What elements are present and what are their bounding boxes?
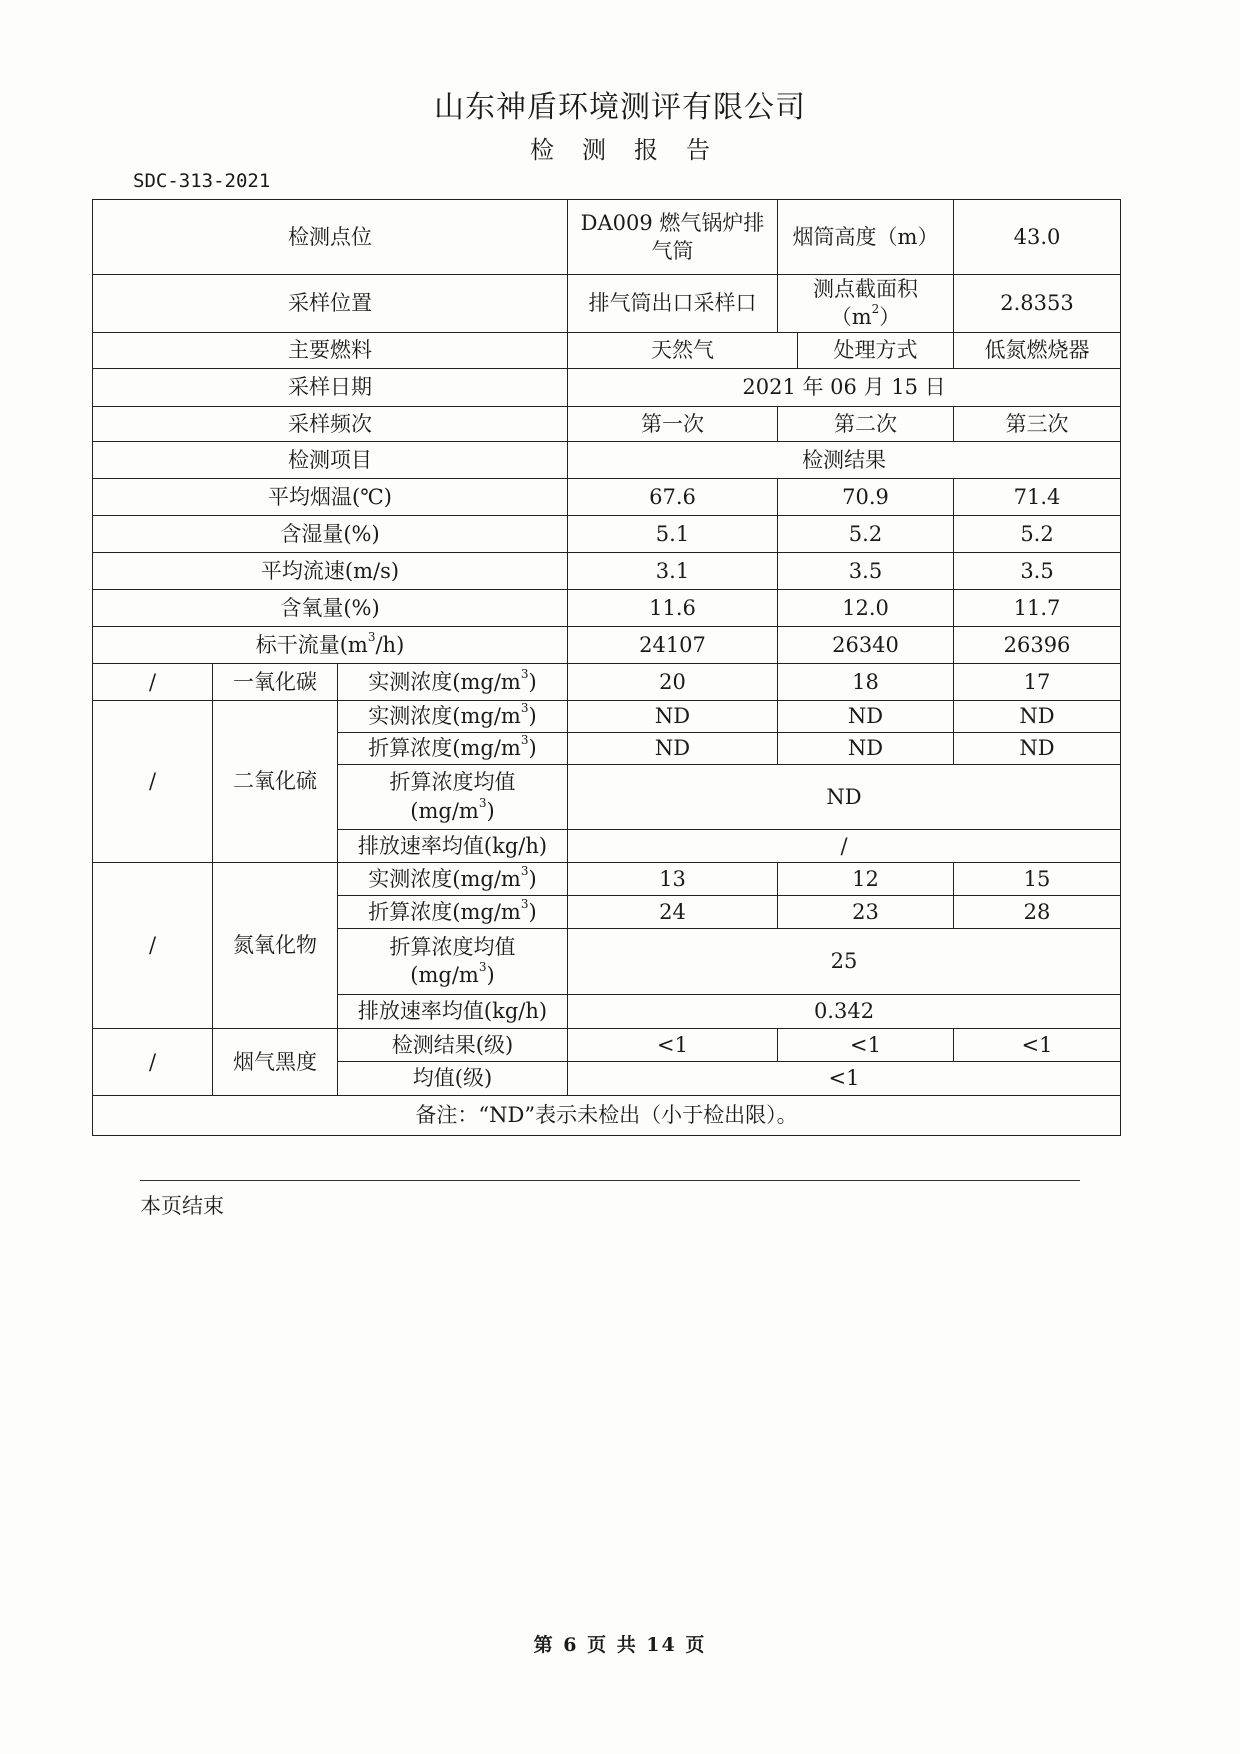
flow-value: 26396 <box>954 626 1121 663</box>
fuel-value: 天然气 <box>568 332 798 368</box>
sampling-position-value: 排气筒出口采样口 <box>568 275 778 333</box>
flow-value: 26340 <box>778 626 954 663</box>
row-param <box>93 478 1121 515</box>
row-fuel <box>93 332 1121 368</box>
section-area-value: 2.8353 <box>954 275 1121 333</box>
report-code: SDC-313-2021 <box>133 170 271 192</box>
date-value: 2021 年 06 月 15 日 <box>568 368 1121 406</box>
nox-avg-value: 25 <box>568 928 1121 994</box>
co-measured-value: 17 <box>954 663 1121 700</box>
smoke-avg-value: <1 <box>568 1061 1121 1095</box>
point-label: 检测点位 <box>93 200 568 275</box>
co-measured-value: 20 <box>568 663 778 700</box>
param-value: 3.5 <box>778 552 954 589</box>
so2-converted-value: ND <box>778 732 954 764</box>
so2-measured-value: ND <box>568 700 778 732</box>
param-label: 平均烟温(℃) <box>93 478 568 515</box>
so2-measured-value: ND <box>954 700 1121 732</box>
item-label: 检测项目 <box>93 441 568 478</box>
param-value: 67.6 <box>568 478 778 515</box>
param-value: 70.9 <box>778 478 954 515</box>
nox-avg-label: 折算浓度均值 $(mg/m^3)$ <box>338 928 568 994</box>
so2-measured-label: 实测浓度$(mg/m^3)$ <box>338 700 568 732</box>
smoke-avg-label: 均值(级) <box>338 1061 568 1095</box>
nox-measured-value: 12 <box>778 862 954 895</box>
nox-measured-value: 13 <box>568 862 778 895</box>
treatment-label: 处理方式 <box>798 332 954 368</box>
smoke-result-value: <1 <box>778 1028 954 1061</box>
end-divider <box>140 1180 1080 1181</box>
test-report-table <box>92 199 1121 1136</box>
so2-converted-label: 折算浓度$(mg/m^3)$ <box>338 732 568 764</box>
param-value: 3.1 <box>568 552 778 589</box>
nox-converted-value: 23 <box>778 895 954 928</box>
result-label: 检测结果 <box>568 441 1121 478</box>
param-value: 5.1 <box>568 515 778 552</box>
row-co <box>93 663 1121 700</box>
so2-name: 二氧化硫 <box>213 700 338 862</box>
fuel-label: 主要燃料 <box>93 332 568 368</box>
nox-converted-label: 折算浓度$(mg/m^3)$ <box>338 895 568 928</box>
row-param <box>93 589 1121 626</box>
param-value: 11.7 <box>954 589 1121 626</box>
param-value: 71.4 <box>954 478 1121 515</box>
nox-slash: / <box>93 862 213 1028</box>
so2-measured-value: ND <box>778 700 954 732</box>
smoke-slash: / <box>93 1028 213 1095</box>
param-value: 12.0 <box>778 589 954 626</box>
param-value: 11.6 <box>568 589 778 626</box>
nox-measured-label: 实测浓度$(mg/m^3)$ <box>338 862 568 895</box>
nox-converted-value: 28 <box>954 895 1121 928</box>
so2-rate-value: / <box>568 829 1121 862</box>
sampling-position-label: 采样位置 <box>93 275 568 333</box>
row-item-header <box>93 441 1121 478</box>
co-name: 一氧化碳 <box>213 663 338 700</box>
frequency-3: 第三次 <box>954 406 1121 441</box>
so2-converted-value: ND <box>954 732 1121 764</box>
flow-value: 24107 <box>568 626 778 663</box>
co-measured-label: 实测浓度$(mg/m^3)$ <box>338 663 568 700</box>
end-of-page-text: 本页结束 <box>140 1194 224 1218</box>
row-flow <box>93 626 1121 663</box>
note-text: 备注：“ND”表示未检出（小于检出限）。 <box>93 1095 1121 1135</box>
so2-avg-label: 折算浓度均值 $(mg/m^3)$ <box>338 764 568 829</box>
so2-slash: / <box>93 700 213 862</box>
row-so2-measured <box>93 700 1121 732</box>
frequency-1: 第一次 <box>568 406 778 441</box>
nox-rate-label: 排放速率均值(kg/h) <box>338 994 568 1028</box>
flow-label: 标干流量$(m^3/h)$ <box>93 626 568 663</box>
smoke-result-value: <1 <box>954 1028 1121 1061</box>
treatment-value: 低氮燃烧器 <box>954 332 1121 368</box>
row-smoke-result <box>93 1028 1121 1061</box>
point-value: DA009 燃气锅炉排气筒 <box>568 200 778 275</box>
param-value: 3.5 <box>954 552 1121 589</box>
frequency-label: 采样频次 <box>93 406 568 441</box>
row-date <box>93 368 1121 406</box>
section-area-label: 测点截面积$(m^2)$ <box>778 275 954 333</box>
so2-converted-value: ND <box>568 732 778 764</box>
param-value: 5.2 <box>954 515 1121 552</box>
row-point <box>93 200 1121 275</box>
smoke-result-label: 检测结果(级) <box>338 1028 568 1061</box>
frequency-2: 第二次 <box>778 406 954 441</box>
row-frequency <box>93 406 1121 441</box>
stack-height-value: 43.0 <box>954 200 1121 275</box>
smoke-name: 烟气黑度 <box>213 1028 338 1095</box>
param-value: 5.2 <box>778 515 954 552</box>
co-measured-value: 18 <box>778 663 954 700</box>
param-label: 含湿量(%) <box>93 515 568 552</box>
nox-converted-value: 24 <box>568 895 778 928</box>
param-label: 平均流速(m/s) <box>93 552 568 589</box>
report-subtitle: 检测报告 <box>530 136 738 164</box>
company-name: 山东神盾环境测评有限公司 <box>434 90 806 125</box>
so2-rate-label: 排放速率均值(kg/h) <box>338 829 568 862</box>
so2-avg-value: ND <box>568 764 1121 829</box>
stack-height-label: 烟筒高度（m） <box>778 200 954 275</box>
nox-measured-value: 15 <box>954 862 1121 895</box>
date-label: 采样日期 <box>93 368 568 406</box>
param-label: 含氧量(%) <box>93 589 568 626</box>
row-param <box>93 552 1121 589</box>
nox-rate-value: 0.342 <box>568 994 1121 1028</box>
nox-name: 氮氧化物 <box>213 862 338 1028</box>
page-footer: 第 6 页 共 14 页 <box>533 1634 707 1656</box>
smoke-result-value: <1 <box>568 1028 778 1061</box>
row-note <box>93 1095 1121 1135</box>
row-nox-measured <box>93 862 1121 895</box>
row-sampling-position <box>93 275 1121 333</box>
co-slash: / <box>93 663 213 700</box>
row-param <box>93 515 1121 552</box>
